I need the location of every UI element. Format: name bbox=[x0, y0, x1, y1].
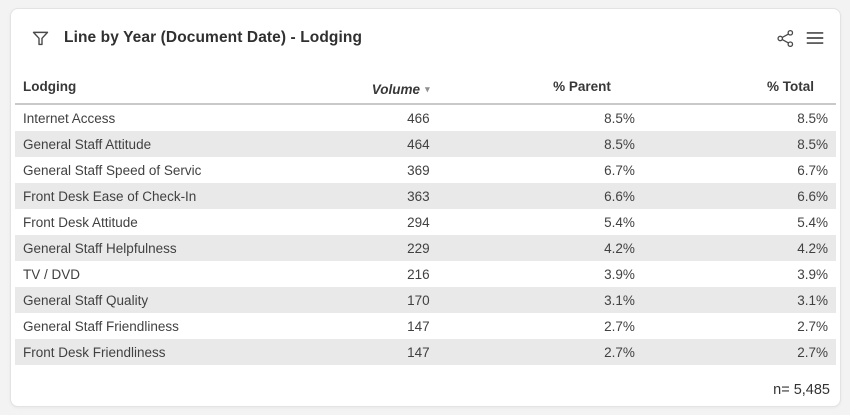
table-body bbox=[15, 105, 836, 365]
total-cell: 2.7% bbox=[797, 344, 828, 360]
lodging-cell: General Staff Attitude bbox=[23, 136, 152, 152]
table-widget-card bbox=[10, 8, 841, 407]
parent-cell: 2.7% bbox=[604, 318, 635, 334]
parent-cell: 5.4% bbox=[604, 214, 635, 230]
lodging-cell: General Staff Friendliness bbox=[23, 318, 179, 334]
parent-cell: 4.2% bbox=[604, 240, 635, 256]
funnel-filter-icon bbox=[30, 28, 51, 49]
widget-title: Line by Year (Document Date) - Lodging bbox=[64, 29, 363, 46]
hamburger-menu-icon bbox=[804, 27, 826, 49]
parent-cell: 8.5% bbox=[604, 110, 635, 126]
lodging-cell: General Staff Quality bbox=[23, 292, 149, 308]
column-header-volume-label: Volume bbox=[371, 82, 421, 97]
total-cell: 4.2% bbox=[797, 240, 828, 256]
parent-cell: 8.5% bbox=[604, 136, 635, 152]
table-row[interactable] bbox=[15, 235, 836, 261]
volume-cell: 170 bbox=[407, 292, 430, 308]
volume-cell: 216 bbox=[407, 266, 430, 282]
table-row[interactable] bbox=[15, 287, 836, 313]
volume-cell: 229 bbox=[407, 240, 430, 256]
total-cell: 2.7% bbox=[797, 318, 828, 334]
parent-cell: 6.7% bbox=[604, 162, 635, 178]
lodging-cell: Internet Access bbox=[23, 110, 116, 126]
volume-cell: 363 bbox=[407, 188, 430, 204]
volume-cell: 369 bbox=[407, 162, 430, 178]
volume-cell: 464 bbox=[407, 136, 430, 152]
parent-cell: 3.1% bbox=[604, 292, 635, 308]
table-row[interactable] bbox=[15, 131, 836, 157]
share-button[interactable] bbox=[770, 23, 800, 53]
lodging-cell: General Staff Speed of Servic bbox=[23, 162, 202, 178]
menu-button[interactable] bbox=[800, 23, 830, 53]
total-cell: 3.1% bbox=[797, 292, 828, 308]
lodging-cell: TV / DVD bbox=[23, 266, 81, 282]
column-header-total[interactable]: % Total bbox=[767, 79, 814, 94]
table-row[interactable] bbox=[15, 313, 836, 339]
filter-button[interactable] bbox=[25, 23, 55, 53]
table-row[interactable] bbox=[15, 261, 836, 287]
table-row[interactable] bbox=[15, 105, 836, 131]
column-header-parent[interactable]: % Parent bbox=[553, 79, 611, 94]
parent-cell: 2.7% bbox=[604, 344, 635, 360]
data-table bbox=[15, 61, 836, 365]
total-cell: 8.5% bbox=[797, 110, 828, 126]
table-row[interactable] bbox=[15, 183, 836, 209]
total-cell: 8.5% bbox=[797, 136, 828, 152]
lodging-cell: Front Desk Friendliness bbox=[23, 344, 166, 360]
volume-cell: 294 bbox=[407, 214, 430, 230]
sort-descending-icon: ▾ bbox=[425, 84, 430, 94]
share-icon bbox=[775, 28, 796, 49]
column-header-lodging[interactable]: Lodging bbox=[23, 79, 77, 94]
lodging-cell: General Staff Helpfulness bbox=[23, 240, 177, 256]
volume-cell: 147 bbox=[407, 344, 430, 360]
lodging-cell: Front Desk Ease of Check-In bbox=[23, 188, 197, 204]
parent-cell: 3.9% bbox=[604, 266, 635, 282]
total-cell: 5.4% bbox=[797, 214, 828, 230]
total-cell: 6.6% bbox=[797, 188, 828, 204]
table-row[interactable] bbox=[15, 157, 836, 183]
table-header-row bbox=[15, 61, 836, 105]
widget-header bbox=[11, 9, 840, 61]
sample-size-label: n= 5,485 bbox=[773, 382, 830, 398]
volume-cell: 466 bbox=[407, 110, 430, 126]
volume-cell: 147 bbox=[407, 318, 430, 334]
column-header-volume[interactable] bbox=[343, 82, 429, 97]
total-cell: 6.7% bbox=[797, 162, 828, 178]
table-row[interactable] bbox=[15, 209, 836, 235]
lodging-cell: Front Desk Attitude bbox=[23, 214, 138, 230]
parent-cell: 6.6% bbox=[604, 188, 635, 204]
total-cell: 3.9% bbox=[797, 266, 828, 282]
table-row[interactable] bbox=[15, 339, 836, 365]
